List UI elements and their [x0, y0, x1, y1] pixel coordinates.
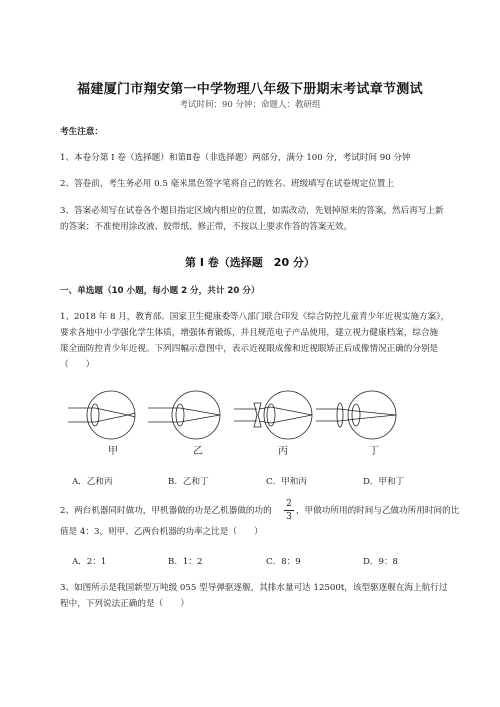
q1-option-b[interactable]: B．乙和丁: [168, 477, 209, 487]
q1-option-d[interactable]: D．甲和丁: [363, 477, 405, 487]
notice-item-3: 3、答案必须写在试卷各个题目指定区域内相应的位置，如需改动，先划掉原来的答案，然后再写上新: [60, 206, 444, 216]
q2-option-a[interactable]: A．2：1: [72, 557, 107, 567]
eye-diagram-ding: [316, 391, 396, 439]
q1-line-1: 1、2018 年 8 月，教育部、国家卫生健康委等八部门联合印发《综合防控儿童青少年近视实施方案》，: [60, 312, 450, 322]
notice-item-3-cont: 的答案；不准使用涂改液、胶带纸、修正带，不按以上要求作答的答案无效。: [60, 222, 353, 232]
page-title: 福建厦门市翔安第一中学物理八年级下册期末考试章节测试: [77, 82, 423, 97]
q2-fraction-numerator: 2: [286, 499, 292, 509]
q2-option-c[interactable]: C．8：9: [266, 557, 301, 567]
q1-line-3: 策全面防控青少年近视。下列四幅示意图中，表示近视眼成像和近视眼矫正后成像情况正确的分别是: [60, 344, 439, 354]
q2-line-1-start: 2、两台机器同时做功，甲机器做的功是乙机器做的功的: [60, 506, 272, 516]
q3-line-2: 程中，下列说法正确的是（ ）: [60, 599, 189, 609]
q1-line-2: 要求各地中小学强化学生体质，增强体育锻炼，并且规范电子产品使用，建立视力健康档案，综合施: [60, 328, 439, 338]
notice-item-2: 2、答卷前，考生务必用 0.5 毫米黑色签字笔将自己的姓名、班级填写在试卷规定位置上: [60, 179, 394, 189]
q1-option-c[interactable]: C．甲和丙: [266, 477, 307, 487]
eye-diagrams-figure: [66, 382, 436, 460]
eye-diagram-jia: [68, 391, 135, 439]
q2-line-2: 值是 4：3，则甲、乙两台机器的功率之比是（ ）: [60, 527, 263, 537]
figure-label-yi: 乙: [193, 446, 203, 457]
q3-line-1: 3、如图所示是我国新型万吨级 055 型导弹驱逐舰，其排水量可达 12500t，该型驱逐舰在海上航行过: [60, 583, 448, 593]
q2-fraction: [284, 499, 294, 522]
q2-fraction-bar: [284, 510, 294, 511]
section-title: 第 I 卷（选择题 20 分）: [185, 256, 315, 269]
eye-diagram-bing: [234, 391, 312, 439]
figure-label-ding: 丁: [369, 446, 379, 457]
part-title: 一、单选题（10 小题，每小题 2 分，共计 20 分）: [60, 286, 260, 296]
q2-line-1-end: ，甲做功所用的时间与乙做功所用时间的比: [296, 506, 460, 516]
q2-fraction-denominator: 3: [286, 512, 292, 522]
q2-option-b[interactable]: B．1：2: [168, 557, 203, 567]
q2-option-d[interactable]: D．9：8: [363, 557, 399, 567]
eye-diagram-yi: [148, 391, 220, 439]
exam-info: 考试时间：90 分钟；命题人：教研组: [179, 100, 321, 110]
figure-label-bing: 丙: [278, 446, 288, 457]
q1-option-a[interactable]: A．乙和丙: [72, 477, 113, 487]
figure-label-jia: 甲: [108, 446, 118, 457]
q1-line-4: （ ）: [60, 360, 95, 370]
notice-item-1: 1、本卷分第 I 卷（选择题）和第Ⅱ卷（非选择题）两部分，满分 100 分，考试时间 90 分钟: [60, 153, 411, 163]
notice-heading: 考生注意：: [60, 127, 103, 137]
